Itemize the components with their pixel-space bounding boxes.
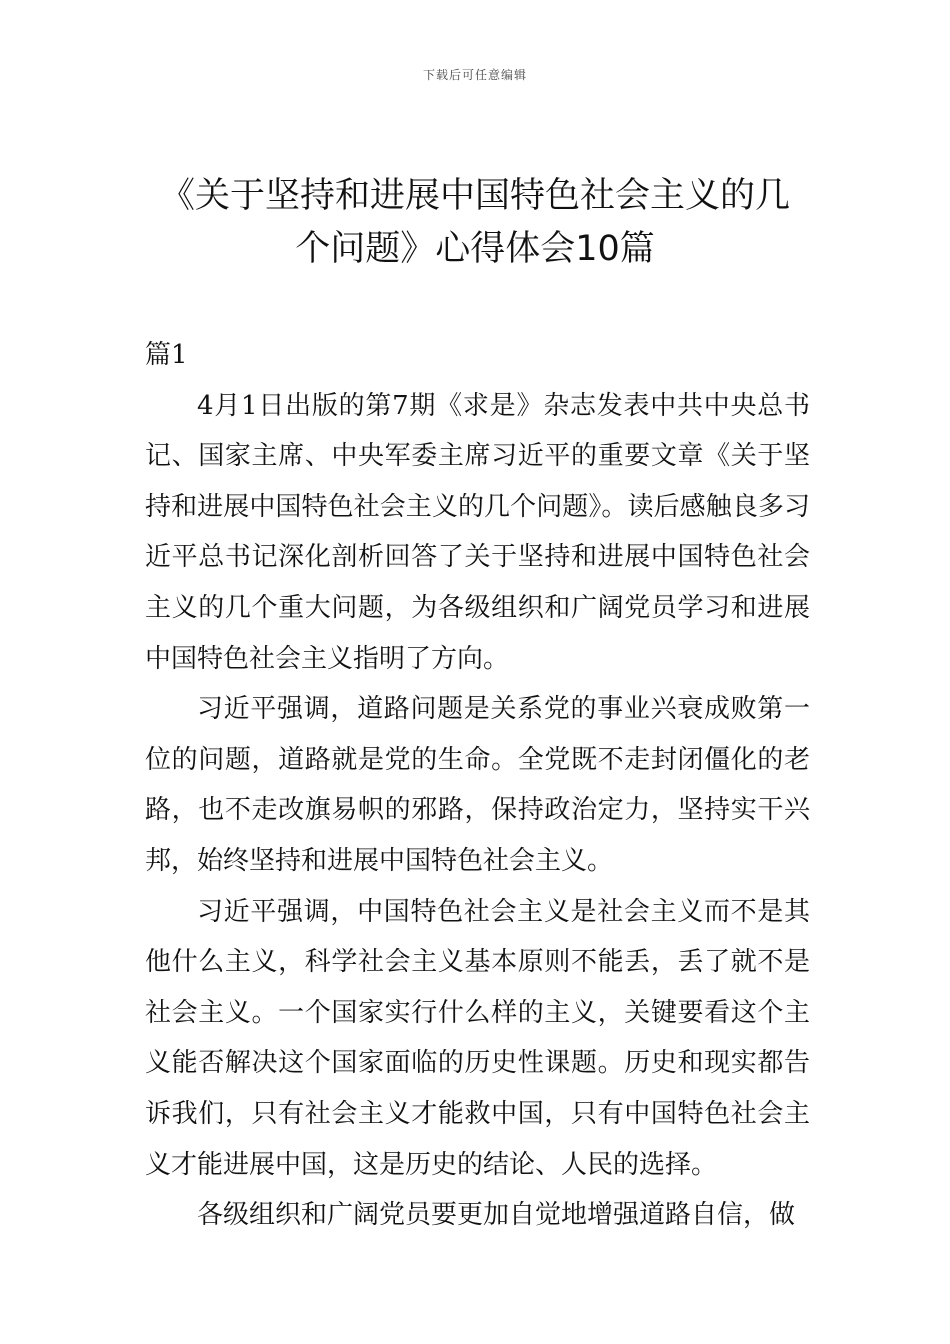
document-title: [120, 170, 830, 276]
paragraph-1: 4月1日出版的第7期《求是》杂志发表中共中央总书记、国家主席、中央军委主席习近平的重要文章《关于坚持和进展中国特色社会主义的几个问题》。读后感触良多习近平总书记深化剖析回答了关于坚持和进展中国特色社会主义的几个重大问题，为各级组织和广阔党员学习和进展中国特色社会主义指明了方向。: [145, 390, 810, 674]
title-line-1: 《关于坚持和进展中国特色社会主义的几: [159, 176, 790, 216]
title-line-2: 个问题》心得体会10篇: [295, 229, 655, 269]
paragraph-4: 各级组织和广阔党员要更加自觉地增强道路自信，做: [197, 1200, 796, 1231]
section-heading: 篇1: [145, 340, 188, 370]
document-body: [145, 330, 810, 1241]
header-watermark: 下载后可任意编辑: [422, 68, 527, 82]
paragraph-2: 习近平强调，道路问题是关系党的事业兴衰成败第一位的问题，道路就是党的生命。全党既不走封闭僵化的老路，也不走改旗易帜的邪路，保持政治定力，坚持实干兴邦，始终坚持和进展中国特色社会主义。: [145, 694, 810, 876]
paragraph-3: 习近平强调，中国特色社会主义是社会主义而不是其他什么主义，科学社会主义基本原则不能丢，丢了就不是社会主义。一个国家实行什么样的主义，关键要看这个主义能否解决这个国家面临的历史性课题。历史和现实都告诉我们，只有社会主义才能救中国，只有中国特色社会主义才能进展中国，这是历史的结论、人民的选择。: [145, 896, 810, 1180]
